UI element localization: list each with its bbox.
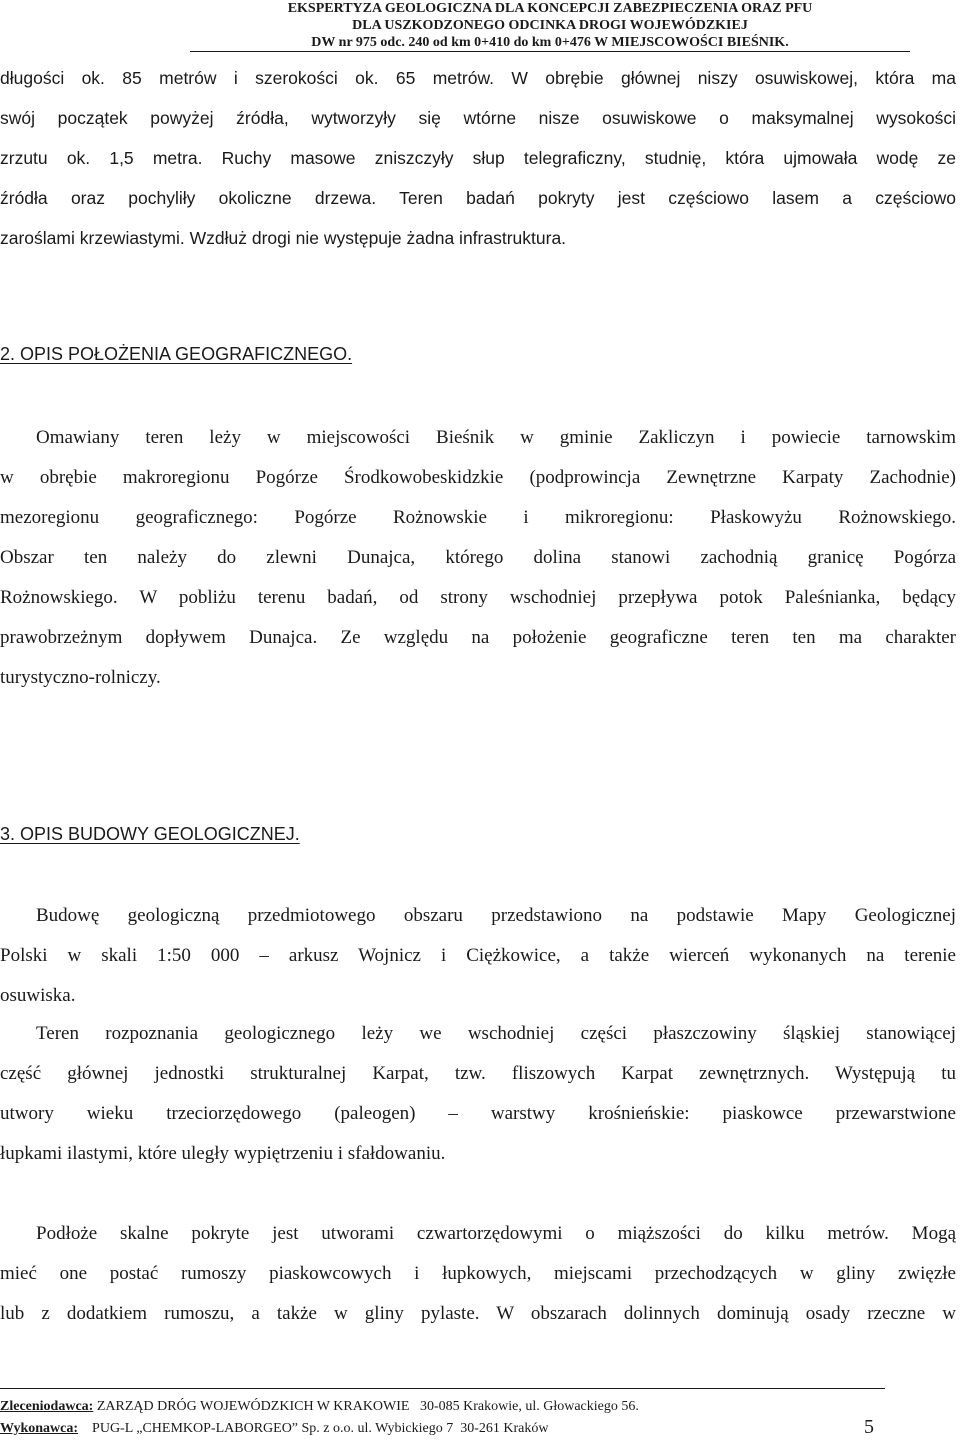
document-header [0, 0, 960, 60]
text-line: zaroślami krzewiastymi. Wzdłuż drogi nie występuje żadna infrastruktura. [0, 228, 567, 248]
text-line: turystyczno-rolniczy. [0, 667, 161, 688]
section-2-paragraph [0, 418, 956, 698]
section-3-heading: 3. OPIS BUDOWY GEOLOGICZNEJ. [0, 824, 300, 844]
section-3-paragraph-3 [0, 1214, 956, 1334]
header-line-2: DLA USZKODZONEGO ODCINKA DROGI WOJEWÓDZKIEJ [352, 18, 748, 33]
header-line-1: EKSPERTYZA GEOLOGICZNA DLA KONCEPCJI ZABEZPIECZENIA ORAZ PFU [287, 1, 813, 16]
section-3-paragraph-1 [0, 896, 956, 1016]
text-line: Polski w skali 1:50 000 – arkusz Wojnicz i Ciężkowice, a także wierceń wykonanych na terenie [0, 945, 956, 966]
text-line: długości ok. 85 metrów i szerokości ok. 65 metrów. W obrębie głównej niszy osuwiskowej, która ma [0, 68, 956, 88]
text-line: swój początek powyżej źródła, wytworzyły się wtórne nisze osuwiskowe o maksymalnej wysokości [0, 108, 956, 128]
text-line: mieć one postać rumoszy piaskowcowych i łupkowych, miejscami przechodzących w gliny zwięzłe [0, 1263, 956, 1284]
client-text: ZARZĄD DRÓG WOJEWÓDZKICH W KRAKOWIE 30-085 Krakowie, ul. Głowackiego 56. [93, 1399, 639, 1414]
client-label: Zleceniodawca: [0, 1399, 94, 1414]
contractor-label: Wykonawca: [0, 1421, 79, 1436]
text-line: Budowę geologiczną przedmiotowego obszaru przedstawiono na podstawie Mapy Geologicznej [36, 905, 956, 926]
text-line: Teren rozpoznania geologicznego leży we wschodniej części płaszczowiny śląskiej stanowiącej [36, 1023, 956, 1044]
text-line: Obszar ten należy do zlewni Dunajca, którego dolina stanowi zachodnią granicę Pogórza [0, 547, 956, 568]
text-line: lub z dodatkiem rumoszu, a także w gliny pylaste. W obszarach dolinnych dominują osady rzeczne w [0, 1303, 956, 1324]
text-line: Omawiany teren leży w miejscowości Bieśnik w gminie Zakliczyn i powiecie tarnowskim [36, 427, 956, 448]
text-line: utwory wieku trzeciorzędowego (paleogen) – warstwy krośnieńskie: piaskowce przewarstwione [0, 1103, 956, 1124]
text-line: Podłoże skalne pokryte jest utworami czwartorzędowymi o miąższości do kilku metrów. Mogą [36, 1223, 956, 1244]
header-line-3: DW nr 975 odc. 240 od km 0+410 do km 0+476 W MIEJSCOWOŚCI BIEŚNIK. [311, 35, 789, 50]
text-line: łupkami ilastymi, które uległy wypiętrzeniu i sfałdowaniu. [0, 1143, 446, 1164]
text-line: część głównej jednostki strukturalnej Karpat, tzw. fliszowych Karpat zewnętrznych. Występują tu [0, 1063, 956, 1084]
page-number: 5 [864, 1416, 874, 1438]
text-line: zrzutu ok. 1,5 metra. Ruchy masowe zniszczyły słup telegraficzny, studnię, która ujmowała wodę ze [0, 148, 956, 168]
header-rule [190, 51, 910, 52]
text-line: Rożnowskiego. W pobliżu terenu badań, od strony wschodniej przepływa potok Paleśnianka, będący [0, 587, 956, 608]
intro-paragraph [0, 58, 956, 258]
section-2-heading: 2. OPIS POŁOŻENIA GEOGRAFICZNEGO. [0, 344, 353, 364]
text-line: osuwiska. [0, 985, 76, 1006]
text-line: w obrębie makroregionu Pogórze Środkowobeskidzkie (podprowincja Zewnętrzne Karpaty Zachodnie) [0, 467, 956, 488]
contractor-text: PUG-L „CHEMKOP-LABORGEO” Sp. z o.o. ul. Wybickiego 7 30-261 Kraków [78, 1421, 549, 1436]
footer-rule [0, 1388, 885, 1389]
footer-client [0, 1399, 639, 1415]
section-3-paragraph-2 [0, 1014, 956, 1174]
text-line: źródła oraz pochyliły okoliczne drzewa. Teren badań pokryty jest częściowo lasem a częściowo [0, 188, 956, 208]
text-line: prawobrzeżnym dopływem Dunajca. Ze względu na położenie geograficzne teren ten ma charakter [0, 627, 956, 648]
text-line: mezoregionu geograficznego: Pogórze Rożnowskie i mikroregionu: Płaskowyżu Rożnowskiego. [0, 507, 956, 528]
footer-contractor [0, 1421, 549, 1437]
